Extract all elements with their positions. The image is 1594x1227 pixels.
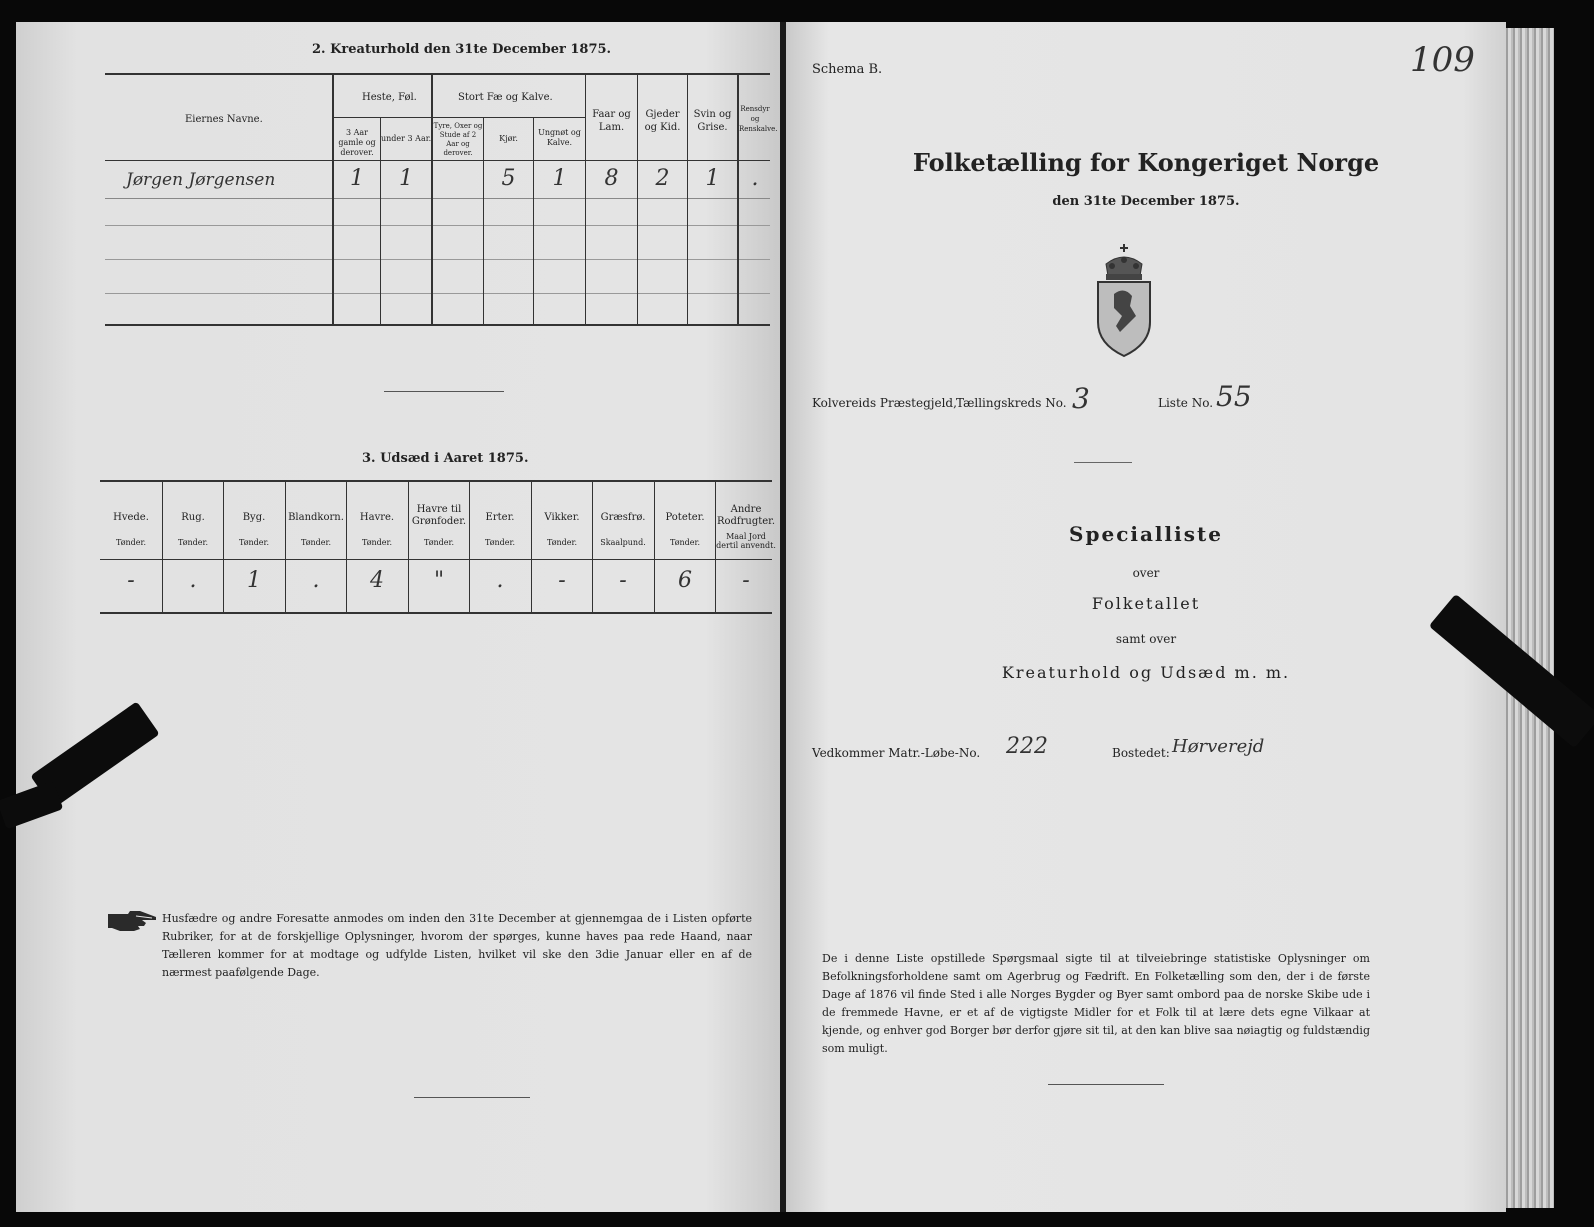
table3-col-unit: Tønder. [177, 538, 209, 547]
table3-col-unit: Tønder. [423, 538, 455, 547]
section2-title: 2. Kreaturhold den 31te December 1875. [312, 42, 612, 57]
kreaturhold-text: Kreaturhold og Udsæd m. m. [1001, 663, 1291, 682]
table3-col-unit: Tønder. [300, 538, 332, 547]
table3-entry: 6 [678, 568, 692, 593]
prestegjeld-label: Kolvereids Præstegjeld, [812, 396, 957, 410]
stortfae-sub1-header: Tyre, Oxer og Stude af 2 Aar og derover. [433, 122, 483, 157]
table3-entry: - [619, 568, 627, 593]
gjeder-header: Gjeder og Kid. [644, 109, 681, 133]
rensdyr-header: Rensdyr og Renskalve. [739, 105, 778, 133]
liste-label: Liste No. [1158, 396, 1214, 410]
section3-title: 3. Udsæd i Aaret 1875. [362, 451, 529, 466]
table2-vrule [533, 118, 534, 325]
table3-entry: 4 [370, 568, 384, 593]
col-owner-header: Eiernes Navne. [185, 114, 263, 125]
entry-kjor: 5 [501, 166, 516, 191]
coat-of-arms-icon [1094, 244, 1154, 358]
liste-number: 55 [1216, 380, 1252, 413]
divider-short [384, 391, 504, 392]
table2-vrule [332, 75, 334, 325]
folketallet-text: Folketallet [1091, 594, 1201, 613]
matr-number: 222 [1006, 734, 1048, 759]
table3-col-unit: Tønder. [238, 538, 270, 547]
folio-number: 109 [1410, 40, 1475, 80]
table3-col-name: Rug. [181, 512, 205, 523]
table2-group-rule [333, 117, 585, 118]
table3-col-unit: Maal Jord dertil anvendt. [716, 532, 776, 550]
table3-col-name: Poteter. [665, 512, 705, 523]
table3-col-unit: Tønder. [484, 538, 516, 547]
table3-col-unit: Skaalpund. [600, 538, 646, 547]
owner-name-entry: Jørgen Jørgensen [126, 170, 276, 190]
stortfae-group-header: Stort Fæ og Kalve. [458, 92, 553, 103]
kreds-number: 3 [1072, 382, 1090, 415]
entry-faar: 8 [604, 166, 619, 191]
table3-col-name: Byg. [242, 512, 266, 523]
table3-col-name: Havre til Grønfoder. [411, 504, 467, 527]
table2-vrule [483, 118, 484, 325]
entry-heste-under3: 1 [399, 166, 413, 191]
table3-entry: . [312, 568, 320, 593]
notice-text: Husfædre og andre Foresatte anmodes om inden den 31te December at gjennemgaa de i Listen opførte Rubriker, for at de forskjellige Oplysninger, hvorom der spørges, kunne haves paa rede Haand, naar Tælleren kommer for at modtage og udfylde Listen, hvilket vil ske den 3die Januar eller en af de nærmest paafølgende Dage. [162, 912, 752, 979]
divider-right-bottom [1048, 1084, 1164, 1085]
table3-entry: - [558, 568, 566, 593]
matr-label: Vedkommer Matr.-Løbe-No. [812, 746, 981, 760]
stortfae-sub2-header: Kjør. [499, 134, 518, 143]
page-edges [1506, 28, 1554, 1208]
table3-head-rule [100, 559, 772, 560]
left-page [16, 22, 782, 1212]
entry-svin: 1 [705, 166, 720, 191]
specialliste-heading: Specialliste [1069, 522, 1223, 546]
entry-gjeder: 2 [655, 166, 670, 191]
table3-col-unit: Tønder. [361, 538, 393, 547]
table3-col-unit: Tønder. [115, 538, 147, 547]
footer-text: De i denne Liste opstillede Spørgsmaal sigte til at tilveiebringe statistiske Oplysninger om Befolkningsforholdene samt om Agerbrug og Fædrift. En Folketælling som den, der i de første Dage af 1876 vil finde Sted i alle Norges Bygder og Byer samt ombord paa de norske Skibe ude i de fremmede Havne, er et af de vigtigste Midler for et Folk til at lære dets egne Vilkaar at kjende, og enhver god Borger bør derfor gjøre sit til, at den kan blive saa nøiagtig og fuldstændig som muligt. [822, 952, 1370, 1055]
table2-row-rule [105, 198, 770, 199]
table3-entry: " [433, 568, 445, 593]
stortfae-sub3-header: Ungnøt og Kalve. [538, 128, 581, 147]
table3-entry: . [189, 568, 197, 593]
heste-group-header: Heste, Føl. [362, 92, 417, 103]
pointing-hand-icon [106, 908, 158, 934]
table3-bottom-rule [100, 612, 772, 614]
bosted-value: Hørverejd [1172, 736, 1265, 757]
table3-entry: - [742, 568, 750, 593]
table2-bottom-rule [105, 324, 770, 326]
heste-sub1-header: 3 Aar gamle og derover. [338, 128, 376, 157]
heste-sub2-header: under 3 Aar. [381, 134, 432, 143]
table3-col-name: Vikker. [544, 512, 580, 523]
divider-bottom-left [414, 1097, 530, 1098]
table3-col-name: Græsfrø. [600, 512, 646, 523]
table2-row-rule [105, 293, 770, 294]
table2-head-rule [105, 160, 770, 161]
table2-top-rule [105, 73, 770, 75]
svin-header: Svin og Grise. [693, 109, 732, 133]
table3-entry: . [496, 568, 504, 593]
entry-rensdyr: . [751, 166, 759, 191]
table3-col-unit: Tønder. [669, 538, 701, 547]
census-date: den 31te December 1875. [1052, 194, 1240, 209]
divider-right-1 [1074, 462, 1132, 463]
table2-vrule [380, 118, 381, 325]
census-title: Folketælling for Kongeriget Norge [912, 148, 1380, 177]
table3-col-name: Hvede. [113, 512, 149, 523]
table2-row-rule [105, 225, 770, 226]
table3-col-name: Blandkorn. [288, 512, 344, 523]
entry-heste-3aar: 1 [350, 166, 364, 191]
table3-entry: - [127, 568, 135, 593]
table3-col-name: Erter. [485, 512, 515, 523]
over-text: over [1132, 566, 1160, 580]
samt-over-text: samt over [1115, 632, 1177, 646]
entry-ungnot: 1 [552, 166, 567, 191]
kreds-label: Tællingskreds No. [956, 396, 1067, 410]
table3-col-name: Havre. [359, 512, 395, 523]
table2-row-rule [105, 259, 770, 260]
table3-col-name: Andre Rodfrugter. [716, 504, 776, 527]
table3-entry: 1 [247, 568, 261, 593]
table3-col-unit: Tønder. [546, 538, 578, 547]
bosted-label: Bostedet: [1112, 746, 1170, 760]
faar-header: Faar og Lam. [592, 109, 631, 133]
table3-top-rule [100, 480, 772, 482]
schema-label: Schema B. [812, 62, 883, 77]
table2-vrule [431, 75, 433, 325]
